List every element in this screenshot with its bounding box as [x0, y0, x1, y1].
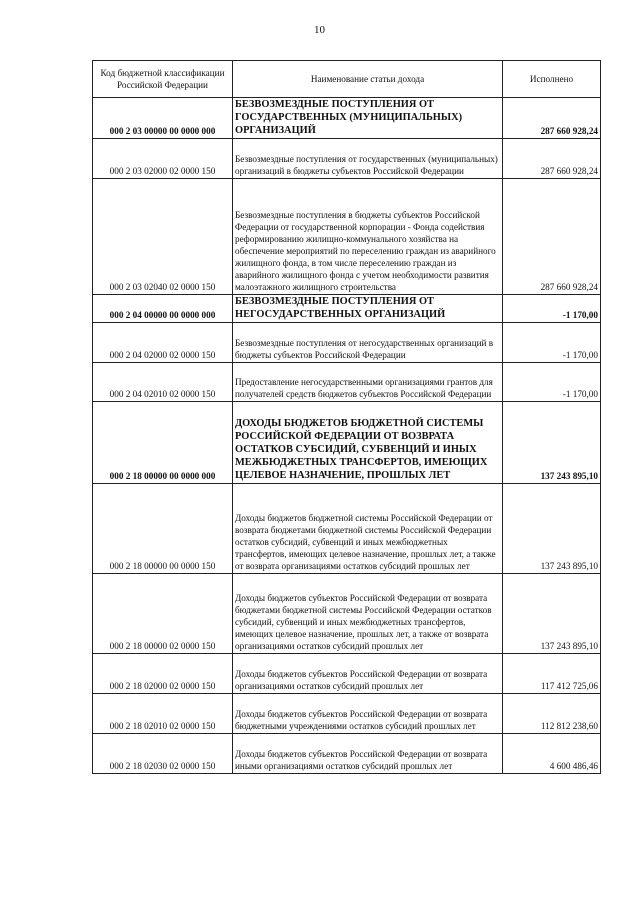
row-code: 000 2 03 02000 02 0000 150	[93, 139, 233, 179]
revenue-table	[92, 60, 601, 774]
row-done: 137 243 895,10	[503, 574, 601, 654]
header-done: Исполнено	[503, 61, 601, 98]
table-row	[93, 402, 601, 484]
row-code: 000 2 18 02010 02 0000 150	[93, 694, 233, 734]
row-done: 117 412 725,06	[503, 654, 601, 694]
row-name: Безвозмездные поступления в бюджеты субъектов Российской Федерации от государственной корпорации - Фонда содействия реформированию жилищно-коммунального хозяйства на обеспечение мероприятий по переселению граждан из аварийного жилищного фонда, в том числе переселению граждан из аварийного жилищного фонда с учетом необходимости развития малоэтажного жилищного строительства	[233, 179, 503, 295]
table-row	[93, 139, 601, 179]
table-row	[93, 734, 601, 774]
header-code: Код бюджетной классификации Российской Федерации	[93, 61, 233, 98]
row-code: 000 2 03 00000 00 0000 000	[93, 98, 233, 139]
header-name: Наименование статьи дохода	[233, 61, 503, 98]
row-done: -1 170,00	[503, 295, 601, 323]
row-code: 000 2 18 00000 00 0000 000	[93, 402, 233, 484]
row-done: 287 660 928,24	[503, 139, 601, 179]
table-row	[93, 484, 601, 574]
row-done: 137 243 895,10	[503, 402, 601, 484]
row-code: 000 2 04 00000 00 0000 000	[93, 295, 233, 323]
row-code: 000 2 04 02010 02 0000 150	[93, 363, 233, 402]
row-code: 000 2 18 02030 02 0000 150	[93, 734, 233, 774]
row-name: БЕЗВОЗМЕЗДНЫЕ ПОСТУПЛЕНИЯ ОТ НЕГОСУДАРСТВЕННЫХ ОРГАНИЗАЦИЙ	[233, 295, 503, 323]
table-row	[93, 179, 601, 295]
row-name: Доходы бюджетов бюджетной системы Российской Федерации от возврата бюджетами бюджетной системы Российской Федерации остатков субсидий, субвенций и иных межбюджетных трансфертов, имеющих целевое назначение, прошлых лет, а также от возврата организациями остатков субсидий прошлых лет	[233, 484, 503, 574]
table-header-row	[93, 61, 601, 98]
table-row	[93, 363, 601, 402]
row-name: Доходы бюджетов субъектов Российской Федерации от возврата бюджетами бюджетной системы Российской Федерации остатков субсидий, субвенций и иных межбюджетных трансфертов, имеющих целевое назначение, прошлых лет, а также от возврата организациями остатков субсидий прошлых лет	[233, 574, 503, 654]
row-code: 000 2 03 02040 02 0000 150	[93, 179, 233, 295]
table-row	[93, 574, 601, 654]
row-name: Доходы бюджетов субъектов Российской Федерации от возврата бюджетными учреждениями остатков субсидий прошлых лет	[233, 694, 503, 734]
row-name: Безвозмездные поступления от государственных (муниципальных) организаций в бюджеты субъектов Российской Федерации	[233, 139, 503, 179]
row-done: 287 660 928,24	[503, 179, 601, 295]
row-done: 112 812 238,60	[503, 694, 601, 734]
row-done: -1 170,00	[503, 363, 601, 402]
row-code: 000 2 04 02000 02 0000 150	[93, 323, 233, 363]
row-name: Безвозмездные поступления от негосударственных организаций в бюджеты субъектов Российской Федерации	[233, 323, 503, 363]
row-name: Доходы бюджетов субъектов Российской Федерации от возврата организациями остатков субсидий прошлых лет	[233, 654, 503, 694]
row-done: 4 600 486,46	[503, 734, 601, 774]
table-row	[93, 654, 601, 694]
table-row	[93, 694, 601, 734]
row-code: 000 2 18 02000 02 0000 150	[93, 654, 233, 694]
table-row	[93, 323, 601, 363]
table-row	[93, 295, 601, 323]
row-code: 000 2 18 00000 02 0000 150	[93, 574, 233, 654]
row-code: 000 2 18 00000 00 0000 150	[93, 484, 233, 574]
row-done: 287 660 928,24	[503, 98, 601, 139]
row-name: Предоставление негосударственными организациями грантов для получателей средств бюджетов субъектов Российской Федерации	[233, 363, 503, 402]
row-name: БЕЗВОЗМЕЗДНЫЕ ПОСТУПЛЕНИЯ ОТ ГОСУДАРСТВЕННЫХ (МУНИЦИПАЛЬНЫХ) ОРГАНИЗАЦИЙ	[233, 98, 503, 139]
row-name: ДОХОДЫ БЮДЖЕТОВ БЮДЖЕТНОЙ СИСТЕМЫ РОССИЙСКОЙ ФЕДЕРАЦИИ ОТ ВОЗВРАТА ОСТАТКОВ СУБСИДИЙ, СУБВЕНЦИЙ И ИНЫХ МЕЖБЮДЖЕТНЫХ ТРАНСФЕРТОВ, ИМЕЮЩИХ ЦЕЛЕВОЕ НАЗНАЧЕНИЕ, ПРОШЛЫХ ЛЕТ	[233, 402, 503, 484]
row-name: Доходы бюджетов субъектов Российской Федерации от возврата иными организациями остатков субсидий прошлых лет	[233, 734, 503, 774]
row-done: 137 243 895,10	[503, 484, 601, 574]
row-done: -1 170,00	[503, 323, 601, 363]
page-number: 10	[314, 24, 325, 36]
table-row	[93, 98, 601, 139]
